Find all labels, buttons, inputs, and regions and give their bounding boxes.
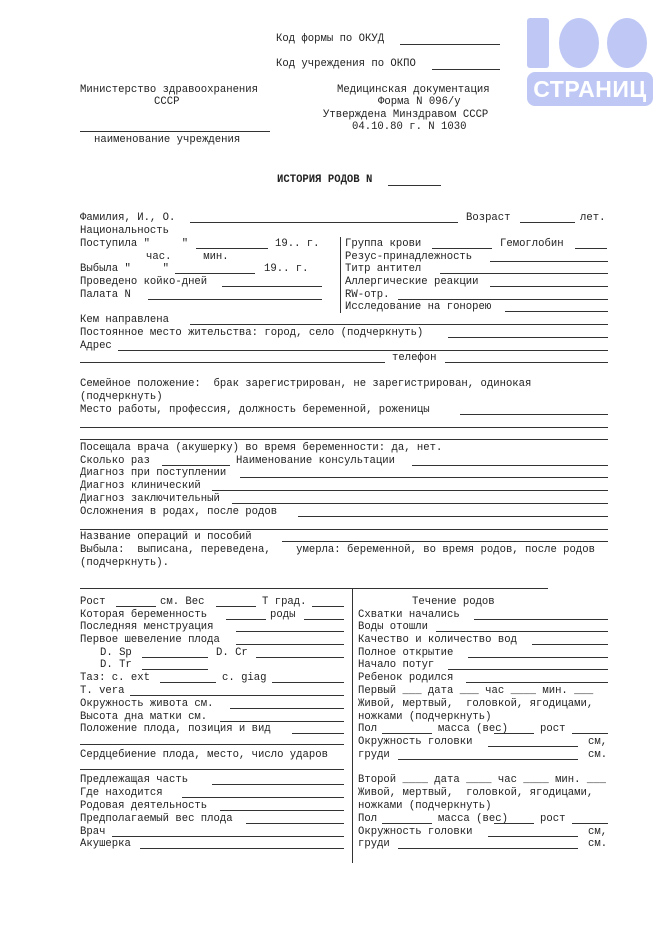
nationality-label: Национальность — [80, 225, 170, 237]
second-sex-field[interactable] — [382, 823, 432, 824]
diag-admit-field[interactable] — [240, 477, 608, 478]
d-tr-field[interactable] — [142, 669, 208, 670]
second-head-cm: см, — [588, 826, 608, 838]
d-tr-label: D. Tr — [100, 659, 132, 671]
est-weight-label: Предполагаемый вес плода — [80, 813, 233, 825]
diag-final-field[interactable] — [232, 503, 608, 504]
visited-label: Посещала врача (акушерку) во время беременности: да, нет. — [80, 442, 443, 454]
blood-label: Группа крови — [345, 238, 422, 250]
marital-note: (подчеркнуть) — [80, 391, 163, 403]
first-head-field[interactable] — [488, 746, 578, 747]
diag-clinical-label: Диагноз клинический — [80, 480, 201, 492]
contractions-field[interactable] — [474, 619, 608, 620]
referred-label: Кем направлена — [80, 314, 170, 326]
age-label: Возраст — [466, 212, 511, 224]
second-alive-line: Живой, мертвый, головкой, ягодицами, — [358, 787, 594, 799]
position-field-2[interactable] — [80, 744, 344, 745]
work-field-2[interactable] — [80, 427, 608, 428]
contractions-label: Схватки начались — [358, 609, 460, 621]
complications-label: Осложнения в родах, после родов — [80, 506, 278, 518]
est-weight-field[interactable] — [246, 823, 344, 824]
admitted-month-field[interactable] — [196, 248, 268, 249]
blood-field[interactable] — [432, 248, 492, 249]
consult-field[interactable] — [412, 465, 608, 466]
second-growth-label: рост — [540, 813, 566, 825]
admitted-year: 19.. г. — [275, 238, 320, 250]
logo-digit-one — [527, 18, 549, 68]
pelvis-label: Таз: c. ext — [80, 672, 150, 684]
weight-field[interactable] — [216, 606, 256, 607]
bed-days-label: Проведено койко-дней — [80, 276, 208, 288]
second-child-line: Второй ____ дата ____ час ____ мин. ___ — [358, 774, 606, 786]
first-growth-field[interactable] — [572, 733, 608, 734]
births-field[interactable] — [304, 619, 344, 620]
complications-field[interactable] — [298, 516, 608, 517]
residence-field[interactable] — [448, 337, 608, 338]
heartbeat-field[interactable] — [80, 769, 344, 770]
work-label: Место работы, профессия, должность беременной, роженицы — [80, 404, 430, 416]
okud-label: Код формы по ОКУД — [276, 33, 385, 45]
okpo-field[interactable] — [432, 69, 500, 70]
discharged-year: 19.. г. — [264, 263, 309, 275]
first-head-label: Окружность головки — [358, 736, 473, 748]
d-sp-field[interactable] — [142, 657, 208, 658]
first-alive-line: Живой, мертвый, головкой, ягодицами, — [358, 698, 594, 710]
second-growth-field[interactable] — [572, 823, 608, 824]
pregnancy-label: Которая беременность — [80, 609, 208, 621]
height-label: Рост — [80, 596, 106, 608]
operations-label: Название операций и пособий — [80, 531, 252, 543]
second-mass-field[interactable] — [494, 823, 534, 824]
first-sex-label: Пол — [358, 723, 378, 735]
child-born-label: Ребенок родился — [358, 672, 454, 684]
c-diag-label: c. giag — [222, 672, 267, 684]
pregnancy-field[interactable] — [226, 619, 266, 620]
okpo-label: Код учреждения по ОКПО — [276, 58, 416, 70]
second-chest-label: груди — [358, 838, 390, 850]
bottom-divider — [352, 588, 353, 863]
midwife-label: Акушерка — [80, 838, 131, 850]
allergy-label: Аллергические реакции — [345, 276, 479, 288]
hemoglobin-field[interactable] — [575, 248, 607, 249]
second-head-label: Окружность головки — [358, 826, 473, 838]
consult-label: Наименование консультации — [236, 455, 395, 467]
first-mass-field[interactable] — [494, 733, 534, 734]
diag-clinical-field[interactable] — [212, 490, 608, 491]
referred-field[interactable] — [190, 324, 608, 325]
presenting-field[interactable] — [212, 784, 344, 785]
waters-quality-field[interactable] — [532, 644, 608, 645]
menstruation-label: Последняя менструация — [80, 621, 214, 633]
logo-digit-zero — [559, 18, 599, 68]
okud-field[interactable] — [400, 44, 500, 45]
d-sp-label: D. Sp — [100, 647, 132, 659]
ward-label: Палата N — [80, 289, 131, 301]
doctor-field[interactable] — [112, 836, 344, 837]
second-sex-label: Пол — [358, 813, 378, 825]
births-label: роды — [270, 609, 296, 621]
address-label: Адрес — [80, 340, 112, 352]
rw-field[interactable] — [398, 299, 608, 300]
fundus-field[interactable] — [220, 721, 344, 722]
med-doc-line-3: Утверждена Минздравом СССР — [323, 109, 489, 121]
menstruation-field[interactable] — [236, 631, 344, 632]
first-chest-cm: см. — [588, 749, 608, 761]
address-field-2[interactable] — [80, 362, 385, 363]
times-field[interactable] — [162, 465, 230, 466]
phone-label: телефон — [392, 352, 437, 364]
first-head-cm: см, — [588, 736, 608, 748]
institution-field[interactable] — [80, 131, 270, 132]
movement-label: Первое шевеление плода — [80, 634, 220, 646]
fundus-label: Высота дна матки см. — [80, 711, 208, 723]
bed-days-field[interactable] — [222, 286, 322, 287]
waters-label: Воды отошли — [358, 621, 428, 633]
course-heading: Течение родов — [412, 596, 495, 608]
med-doc-line-2: Форма N 096/у — [378, 96, 461, 108]
labor-label: Родовая деятельность — [80, 800, 208, 812]
position-field[interactable] — [292, 733, 344, 734]
admitted-label: Поступила " " — [80, 238, 189, 250]
top-divider — [340, 237, 341, 313]
med-doc-line-4: 04.10.80 г. N 1030 — [352, 121, 467, 133]
rhesus-field[interactable] — [490, 261, 608, 262]
allergy-field[interactable] — [490, 286, 608, 287]
second-mass-label: масса (вес) — [438, 813, 508, 825]
second-alive-note: ножками (подчеркнуть) — [358, 800, 492, 812]
pelvis-ext-field[interactable] — [160, 682, 216, 683]
pushing-field[interactable] — [448, 669, 608, 670]
gonorrhea-label: Исследование на гонорею — [345, 301, 492, 313]
med-doc-line-1: Медицинская документация — [337, 84, 490, 96]
history-number-field[interactable] — [388, 185, 441, 186]
ministry-line-1: Министерство здравоохранения — [80, 84, 259, 96]
belly-field[interactable] — [230, 708, 344, 709]
work-field[interactable] — [460, 414, 608, 415]
times-label: Сколько раз — [80, 455, 150, 467]
age-field[interactable] — [520, 222, 575, 223]
midwife-field[interactable] — [140, 848, 344, 849]
section-separator — [80, 588, 548, 589]
full-open-field[interactable] — [468, 657, 608, 658]
waters-field[interactable] — [436, 631, 608, 632]
marital-label: Семейное положение: брак зарегистрирован, не зарегистрирован, одинокая — [80, 378, 532, 390]
rw-label: RW-отр. — [345, 289, 390, 301]
visited-line — [80, 439, 608, 440]
temp-label: Т град. — [262, 596, 307, 608]
phone-field[interactable] — [445, 362, 608, 363]
fio-field[interactable] — [190, 222, 458, 223]
ward-field[interactable] — [148, 299, 322, 300]
years-label: лет. — [580, 212, 606, 224]
second-head-field[interactable] — [488, 836, 578, 837]
heartbeat-label: Сердцебиение плода, место, число ударов — [80, 749, 328, 761]
outcome-note: (подчеркнуть). — [80, 557, 170, 569]
position-label: Положение плода, позиция и вид — [80, 723, 271, 735]
first-chest-field[interactable] — [398, 759, 578, 760]
height-field[interactable] — [116, 606, 156, 607]
where-field[interactable] — [182, 797, 344, 798]
first-sex-field[interactable] — [382, 733, 432, 734]
child-born-field[interactable] — [466, 682, 608, 683]
page-title: ИСТОРИЯ РОДОВ N — [277, 174, 373, 186]
fio-label: Фамилия, И., О. — [80, 212, 176, 224]
t-vera-field[interactable] — [130, 695, 344, 696]
full-open-label: Полное открытие — [358, 647, 454, 659]
residence-label: Постоянное место жительства: город, село (подчеркнуть) — [80, 327, 424, 339]
weight-label: см. Вес — [160, 596, 205, 608]
logo-100-stranits — [527, 18, 653, 112]
d-cr-field[interactable] — [256, 657, 344, 658]
first-growth-label: рост — [540, 723, 566, 735]
gonorrhea-field[interactable] — [505, 311, 608, 312]
discharged-month-field[interactable] — [175, 273, 255, 274]
waters-quality-label: Качество и количество вод — [358, 634, 517, 646]
first-mass-label: масса (вес) — [438, 723, 508, 735]
address-field[interactable] — [118, 350, 608, 351]
where-label: Где находится — [80, 787, 163, 799]
doctor-label: Врач — [80, 826, 106, 838]
temp-field[interactable] — [312, 606, 344, 607]
titer-label: Титр антител — [345, 263, 422, 275]
rhesus-label: Резус-принадлежность — [345, 251, 473, 263]
complications-field-2[interactable] — [80, 529, 608, 530]
first-alive-note: ножками (подчеркнуть) — [358, 711, 492, 723]
hemoglobin-label: Гемоглобин — [500, 238, 564, 250]
labor-field[interactable] — [220, 810, 344, 811]
institution-caption: наименование учреждения — [94, 134, 241, 146]
c-diag-field[interactable] — [272, 682, 344, 683]
first-chest-label: груди — [358, 749, 390, 761]
second-chest-cm: см. — [588, 838, 608, 850]
ministry-line-2: СССР — [154, 96, 180, 108]
logo-digit-zero — [607, 18, 647, 68]
second-chest-field[interactable] — [398, 848, 578, 849]
admitted-time: час. мин. — [146, 251, 229, 263]
discharged-label: Выбыла " " — [80, 263, 170, 275]
diag-final-label: Диагноз заключительный — [80, 493, 220, 505]
movement-field[interactable] — [236, 644, 344, 645]
first-child-line: Первый ___ дата ___ час ____ мин. ___ — [358, 685, 594, 697]
belly-label: Окружность живота см. — [80, 698, 214, 710]
logo-text: СТРАНИЦ — [527, 72, 653, 106]
d-cr-label: D. Cr — [216, 647, 248, 659]
titer-field[interactable] — [440, 273, 608, 274]
outcome-label: Выбыла: выписана, переведена, умерла: беременной, во время родов, после родов — [80, 544, 595, 556]
presenting-label: Предлежащая часть — [80, 774, 189, 786]
t-vera-label: T. vera — [80, 685, 125, 697]
diag-admit-label: Диагноз при поступлении — [80, 467, 227, 479]
pushing-label: Начало потуг — [358, 659, 435, 671]
operations-field[interactable] — [282, 541, 608, 542]
